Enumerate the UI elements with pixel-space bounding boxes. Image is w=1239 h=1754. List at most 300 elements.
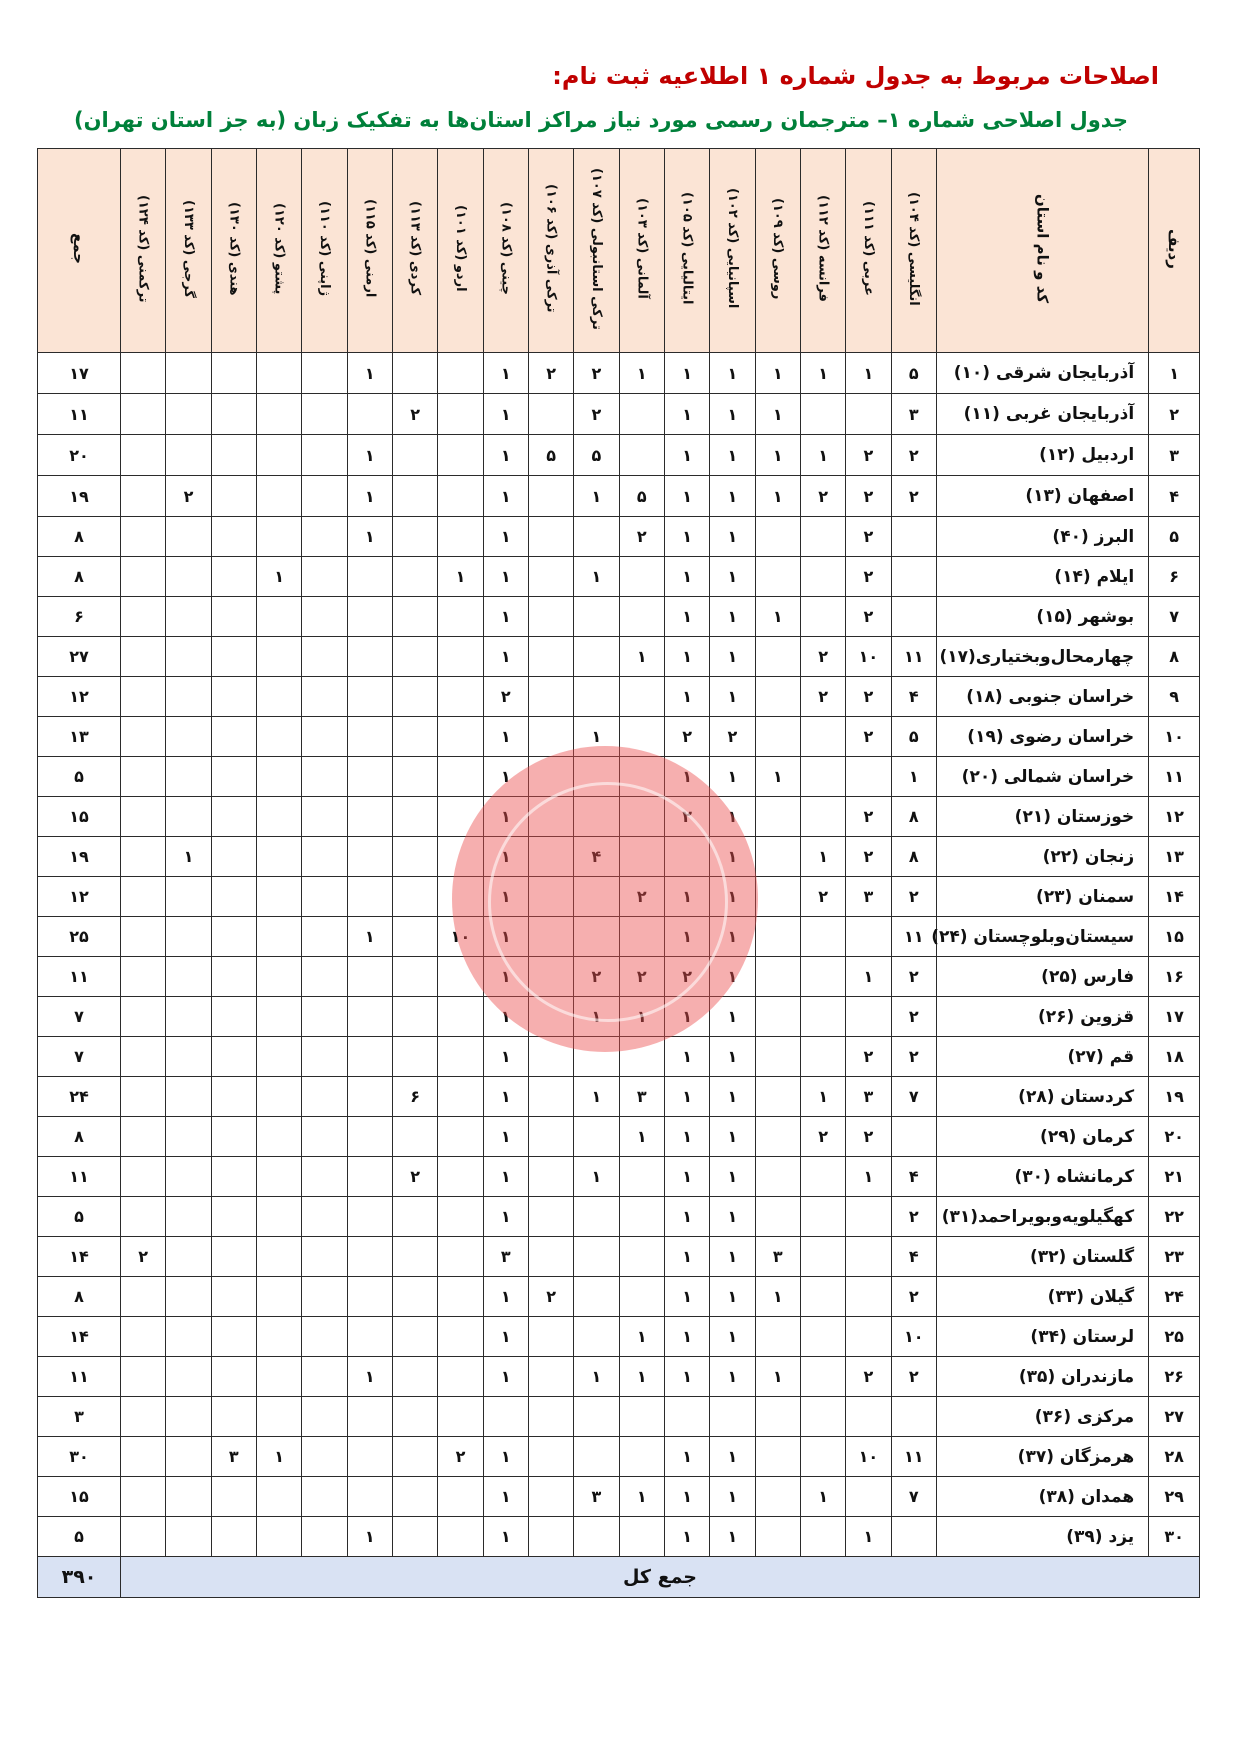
count-cell: ۱ — [710, 476, 755, 517]
count-cell — [574, 1317, 619, 1357]
count-cell: ۲ — [619, 957, 664, 997]
count-cell: ۳ — [755, 1237, 800, 1277]
count-cell — [438, 837, 483, 877]
count-cell — [302, 917, 347, 957]
count-cell: ۱ — [483, 997, 528, 1037]
count-cell — [438, 1277, 483, 1317]
count-cell — [256, 1277, 301, 1317]
count-cell — [800, 1317, 845, 1357]
row-number-cell: ۱۲ — [1149, 797, 1200, 837]
count-cell: ۱ — [483, 877, 528, 917]
count-cell: ۲ — [392, 394, 437, 435]
row-number-cell: ۱ — [1149, 353, 1200, 394]
province-cell: هرمزگان (۳۷) — [936, 1437, 1148, 1477]
count-cell: ۶ — [392, 1077, 437, 1117]
count-cell — [166, 597, 211, 637]
row-sum-cell: ۲۴ — [38, 1077, 121, 1117]
count-cell — [256, 957, 301, 997]
count-cell — [120, 1477, 165, 1517]
count-cell — [619, 1037, 664, 1077]
row-sum-cell: ۱۵ — [38, 1477, 121, 1517]
count-cell — [302, 557, 347, 597]
header-language: گرجی (کد ۱۳۳) — [166, 149, 211, 353]
count-cell — [392, 1317, 437, 1357]
count-cell: ۵ — [574, 435, 619, 476]
count-cell: ۱ — [846, 353, 891, 394]
row-sum-cell: ۷ — [38, 997, 121, 1037]
count-cell — [120, 757, 165, 797]
count-cell — [392, 597, 437, 637]
count-cell: ۵ — [528, 435, 573, 476]
count-cell — [166, 1237, 211, 1277]
count-cell — [755, 557, 800, 597]
count-cell — [891, 1517, 936, 1557]
count-cell — [211, 1517, 256, 1557]
count-cell — [619, 1197, 664, 1237]
count-cell — [347, 757, 392, 797]
count-cell — [755, 517, 800, 557]
count-cell — [302, 877, 347, 917]
count-cell — [256, 757, 301, 797]
count-cell — [438, 1237, 483, 1277]
count-cell: ۲ — [710, 717, 755, 757]
count-cell: ۱ — [347, 917, 392, 957]
count-cell — [302, 517, 347, 557]
count-cell: ۱ — [710, 837, 755, 877]
count-cell: ۲ — [120, 1237, 165, 1277]
province-cell: اصفهان (۱۳) — [936, 476, 1148, 517]
province-cell: گیلان (۳۳) — [936, 1277, 1148, 1317]
row-number-cell: ۲۰ — [1149, 1117, 1200, 1157]
row-sum-cell: ۲۰ — [38, 435, 121, 476]
count-cell — [347, 1117, 392, 1157]
count-cell — [392, 435, 437, 476]
count-cell: ۱ — [710, 517, 755, 557]
row-sum-cell: ۸ — [38, 557, 121, 597]
count-cell — [438, 1197, 483, 1237]
count-cell: ۱ — [664, 637, 709, 677]
count-cell — [438, 1037, 483, 1077]
row-sum-cell: ۱۲ — [38, 677, 121, 717]
table-row — [38, 1237, 1200, 1277]
count-cell: ۱ — [800, 1077, 845, 1117]
count-cell — [528, 1197, 573, 1237]
count-cell — [619, 1277, 664, 1317]
count-cell — [438, 997, 483, 1037]
count-cell: ۲ — [574, 957, 619, 997]
count-cell — [302, 1357, 347, 1397]
total-label: جمع کل — [120, 1557, 1199, 1598]
count-cell — [574, 1437, 619, 1477]
row-number-cell: ۲۹ — [1149, 1477, 1200, 1517]
count-cell: ۱ — [483, 1357, 528, 1397]
header-language: ژاپنی (کد ۱۱۰) — [302, 149, 347, 353]
row-sum-cell: ۱۹ — [38, 476, 121, 517]
count-cell — [800, 917, 845, 957]
table-row — [38, 517, 1200, 557]
row-number-cell: ۱۰ — [1149, 717, 1200, 757]
count-cell — [619, 677, 664, 717]
count-cell — [256, 1117, 301, 1157]
count-cell: ۱ — [755, 476, 800, 517]
count-cell — [528, 917, 573, 957]
count-cell — [574, 597, 619, 637]
count-cell — [528, 957, 573, 997]
count-cell — [574, 1037, 619, 1077]
count-cell: ۴ — [574, 837, 619, 877]
count-cell — [120, 1197, 165, 1237]
count-cell: ۸ — [891, 797, 936, 837]
count-cell — [755, 1077, 800, 1117]
count-cell: ۱ — [710, 1157, 755, 1197]
count-cell: ۱ — [664, 1517, 709, 1557]
header-language: عربی (کد ۱۱۱) — [846, 149, 891, 353]
count-cell — [302, 637, 347, 677]
count-cell — [846, 394, 891, 435]
count-cell: ۱ — [483, 353, 528, 394]
row-number-cell: ۱۴ — [1149, 877, 1200, 917]
table-row — [38, 1477, 1200, 1517]
count-cell — [528, 1237, 573, 1277]
count-cell: ۱ — [664, 917, 709, 957]
count-cell — [211, 917, 256, 957]
count-cell: ۱ — [483, 1517, 528, 1557]
table-row — [38, 597, 1200, 637]
count-cell: ۱ — [710, 353, 755, 394]
header-sum: جمع — [38, 149, 121, 353]
count-cell — [256, 877, 301, 917]
row-number-cell: ۱۷ — [1149, 997, 1200, 1037]
count-cell — [166, 1277, 211, 1317]
count-cell — [574, 1237, 619, 1277]
count-cell — [211, 517, 256, 557]
count-cell — [619, 394, 664, 435]
count-cell — [302, 797, 347, 837]
row-number-cell: ۳ — [1149, 435, 1200, 476]
count-cell — [120, 1357, 165, 1397]
count-cell: ۱ — [483, 517, 528, 557]
count-cell: ۱ — [664, 1197, 709, 1237]
count-cell — [347, 1477, 392, 1517]
count-cell: ۱ — [483, 557, 528, 597]
table-row — [38, 1397, 1200, 1437]
header-language: ترکی آذری (کد ۱۰۶) — [528, 149, 573, 353]
table-row — [38, 877, 1200, 917]
table-row — [38, 797, 1200, 837]
count-cell: ۱ — [664, 1317, 709, 1357]
row-number-cell: ۵ — [1149, 517, 1200, 557]
count-cell: ۱ — [846, 957, 891, 997]
count-cell — [256, 637, 301, 677]
count-cell: ۱ — [664, 757, 709, 797]
count-cell — [120, 1077, 165, 1117]
count-cell — [211, 435, 256, 476]
count-cell — [574, 517, 619, 557]
count-cell — [438, 757, 483, 797]
count-cell: ۱ — [664, 597, 709, 637]
count-cell: ۱ — [664, 1117, 709, 1157]
province-cell: همدان (۳۸) — [936, 1477, 1148, 1517]
count-cell — [755, 1117, 800, 1157]
count-cell: ۱ — [574, 476, 619, 517]
count-cell: ۱ — [710, 1517, 755, 1557]
count-cell — [166, 797, 211, 837]
count-cell — [166, 1077, 211, 1117]
count-cell: ۱ — [710, 1317, 755, 1357]
province-cell: مازندران (۳۵) — [936, 1357, 1148, 1397]
count-cell: ۱ — [483, 917, 528, 957]
header-language: چینی (کد ۱۰۸) — [483, 149, 528, 353]
table-row — [38, 353, 1200, 394]
row-sum-cell: ۱۱ — [38, 394, 121, 435]
count-cell: ۷ — [891, 1077, 936, 1117]
count-cell: ۱ — [347, 1357, 392, 1397]
count-cell: ۱ — [483, 1077, 528, 1117]
count-cell: ۱ — [664, 877, 709, 917]
header-language: کردی (کد ۱۱۳) — [392, 149, 437, 353]
count-cell — [347, 1197, 392, 1237]
count-cell — [211, 1237, 256, 1277]
count-cell — [211, 757, 256, 797]
count-cell: ۱ — [710, 797, 755, 837]
count-cell — [120, 877, 165, 917]
count-cell: ۱ — [800, 353, 845, 394]
table-row — [38, 1317, 1200, 1357]
count-cell — [120, 1277, 165, 1317]
count-cell: ۱۱ — [891, 917, 936, 957]
count-cell — [120, 957, 165, 997]
count-cell — [392, 637, 437, 677]
count-cell — [166, 1317, 211, 1357]
count-cell — [664, 837, 709, 877]
count-cell — [528, 1517, 573, 1557]
count-cell: ۱ — [664, 557, 709, 597]
count-cell: ۱ — [574, 1157, 619, 1197]
count-cell: ۲ — [528, 353, 573, 394]
count-cell: ۱ — [483, 435, 528, 476]
count-cell: ۱ — [166, 837, 211, 877]
count-cell — [800, 997, 845, 1037]
count-cell — [211, 997, 256, 1037]
count-cell: ۳ — [846, 877, 891, 917]
count-cell — [256, 476, 301, 517]
count-cell — [120, 1317, 165, 1357]
count-cell — [211, 837, 256, 877]
count-cell — [166, 435, 211, 476]
province-cell: چهارمحال‌وبختیاری(۱۷) — [936, 637, 1148, 677]
count-cell: ۱۱ — [891, 1437, 936, 1477]
count-cell: ۱ — [619, 1117, 664, 1157]
count-cell — [120, 837, 165, 877]
count-cell — [347, 1317, 392, 1357]
count-cell: ۱ — [664, 353, 709, 394]
count-cell — [256, 997, 301, 1037]
count-cell: ۲ — [891, 476, 936, 517]
count-cell — [120, 353, 165, 394]
count-cell: ۲ — [891, 957, 936, 997]
count-cell — [619, 1157, 664, 1197]
count-cell — [574, 877, 619, 917]
count-cell — [755, 1477, 800, 1517]
count-cell — [302, 435, 347, 476]
count-cell — [574, 1117, 619, 1157]
count-cell — [302, 757, 347, 797]
count-cell — [574, 917, 619, 957]
count-cell: ۱ — [483, 837, 528, 877]
count-cell — [211, 1117, 256, 1157]
count-cell — [211, 1077, 256, 1117]
count-cell: ۱ — [664, 1237, 709, 1277]
count-cell: ۲ — [891, 435, 936, 476]
table-row — [38, 1197, 1200, 1237]
count-cell: ۱ — [710, 597, 755, 637]
count-cell — [800, 757, 845, 797]
count-cell: ۱ — [710, 1117, 755, 1157]
count-cell — [619, 1437, 664, 1477]
count-cell: ۳ — [211, 1437, 256, 1477]
count-cell: ۱ — [483, 637, 528, 677]
count-cell — [891, 517, 936, 557]
count-cell: ۲ — [846, 837, 891, 877]
count-cell — [800, 394, 845, 435]
table-row — [38, 917, 1200, 957]
count-cell — [619, 1237, 664, 1277]
count-cell — [755, 1437, 800, 1477]
count-cell — [256, 1357, 301, 1397]
count-cell — [528, 1157, 573, 1197]
row-sum-cell: ۱۱ — [38, 957, 121, 997]
count-cell — [256, 1037, 301, 1077]
count-cell: ۲ — [846, 797, 891, 837]
count-cell — [755, 997, 800, 1037]
count-cell — [800, 1197, 845, 1237]
table-row — [38, 637, 1200, 677]
count-cell — [392, 476, 437, 517]
table-row — [38, 1077, 1200, 1117]
count-cell — [438, 435, 483, 476]
count-cell — [574, 677, 619, 717]
count-cell: ۱ — [710, 1357, 755, 1397]
row-sum-cell: ۲۵ — [38, 917, 121, 957]
row-sum-cell: ۵ — [38, 1517, 121, 1557]
count-cell: ۱ — [664, 517, 709, 557]
count-cell — [755, 837, 800, 877]
count-cell — [256, 517, 301, 557]
count-cell — [800, 717, 845, 757]
count-cell — [528, 677, 573, 717]
count-cell — [211, 1477, 256, 1517]
count-cell: ۳ — [619, 1077, 664, 1117]
count-cell — [211, 1317, 256, 1357]
count-cell: ۱ — [710, 1437, 755, 1477]
count-cell — [528, 1437, 573, 1477]
row-number-cell: ۲۵ — [1149, 1317, 1200, 1357]
count-cell: ۱ — [347, 435, 392, 476]
count-cell: ۱ — [710, 957, 755, 997]
count-cell — [438, 597, 483, 637]
count-cell: ۵ — [891, 353, 936, 394]
count-cell — [528, 1117, 573, 1157]
count-cell — [528, 1077, 573, 1117]
count-cell — [392, 757, 437, 797]
count-cell — [619, 1517, 664, 1557]
count-cell — [120, 917, 165, 957]
row-number-cell: ۹ — [1149, 677, 1200, 717]
count-cell — [166, 1197, 211, 1237]
count-cell — [528, 1357, 573, 1397]
count-cell — [846, 1197, 891, 1237]
count-cell — [755, 1517, 800, 1557]
count-cell — [120, 517, 165, 557]
count-cell: ۲ — [891, 997, 936, 1037]
count-cell — [528, 797, 573, 837]
count-cell — [846, 1397, 891, 1437]
count-cell: ۱ — [664, 1077, 709, 1117]
count-cell: ۱ — [664, 1157, 709, 1197]
count-cell: ۲ — [800, 877, 845, 917]
province-cell: گلستان (۳۲) — [936, 1237, 1148, 1277]
count-cell — [302, 1037, 347, 1077]
table-row — [38, 476, 1200, 517]
row-number-cell: ۱۱ — [1149, 757, 1200, 797]
count-cell — [256, 597, 301, 637]
row-number-cell: ۲۴ — [1149, 1277, 1200, 1317]
count-cell — [166, 877, 211, 917]
count-cell: ۱۱ — [891, 637, 936, 677]
count-cell — [211, 1357, 256, 1397]
count-cell: ۱ — [619, 1477, 664, 1517]
province-cell: اردبیل (۱۲) — [936, 435, 1148, 476]
count-cell — [619, 597, 664, 637]
count-cell: ۱ — [664, 435, 709, 476]
count-cell: ۱ — [483, 1437, 528, 1477]
count-cell — [528, 997, 573, 1037]
count-cell: ۱ — [755, 1357, 800, 1397]
count-cell — [211, 1397, 256, 1437]
count-cell — [800, 797, 845, 837]
count-cell — [166, 353, 211, 394]
count-cell: ۲ — [891, 1037, 936, 1077]
count-cell — [256, 1157, 301, 1197]
count-cell: ۱ — [664, 476, 709, 517]
count-cell — [347, 997, 392, 1037]
count-cell — [392, 877, 437, 917]
row-sum-cell: ۷ — [38, 1037, 121, 1077]
count-cell — [166, 1397, 211, 1437]
count-cell — [211, 877, 256, 917]
count-cell — [392, 837, 437, 877]
count-cell — [438, 637, 483, 677]
count-cell — [755, 1317, 800, 1357]
count-cell — [392, 1517, 437, 1557]
province-cell: مرکزی (۳۶) — [936, 1397, 1148, 1437]
count-cell — [574, 637, 619, 677]
count-cell — [120, 1437, 165, 1477]
row-number-cell: ۸ — [1149, 637, 1200, 677]
count-cell: ۱ — [483, 597, 528, 637]
count-cell — [211, 353, 256, 394]
count-cell — [302, 1477, 347, 1517]
count-cell — [347, 1237, 392, 1277]
header-language: ترکی استانبولی (کد ۱۰۷) — [574, 149, 619, 353]
count-cell — [438, 1157, 483, 1197]
header-row-number: ردیف — [1149, 149, 1200, 353]
count-cell — [846, 1477, 891, 1517]
count-cell — [256, 394, 301, 435]
count-cell — [166, 1517, 211, 1557]
count-cell: ۲ — [846, 557, 891, 597]
count-cell — [256, 1517, 301, 1557]
